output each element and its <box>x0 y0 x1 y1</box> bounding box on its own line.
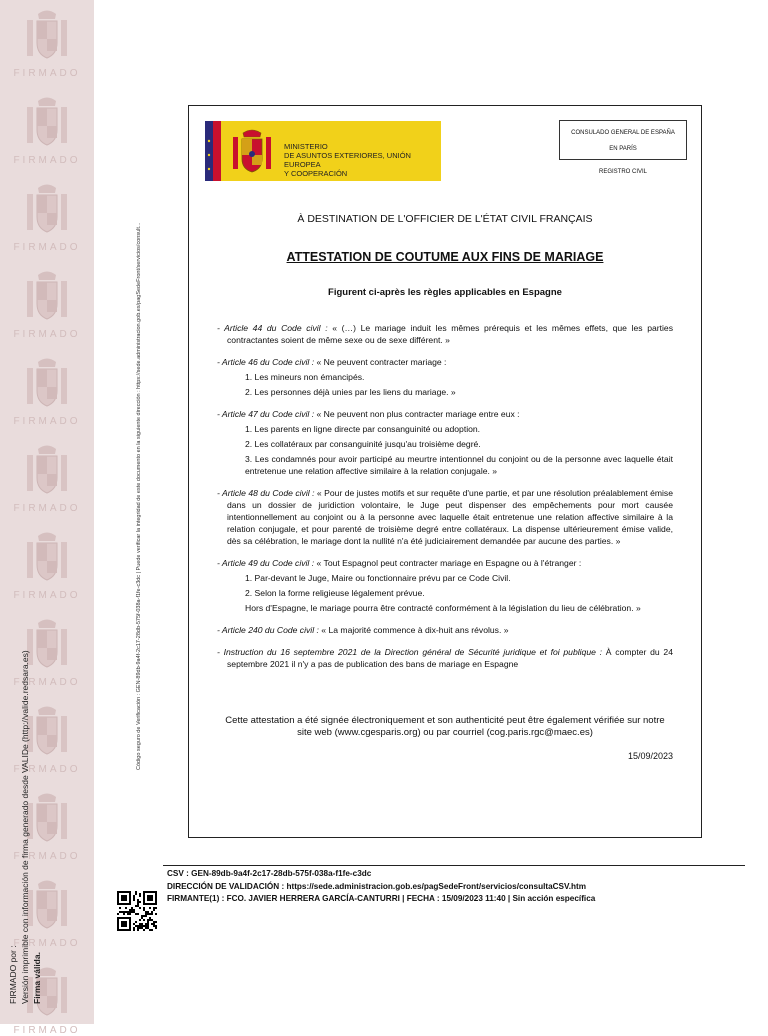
article-text: « (…) Le mariage induit les mêmes prérequis et les mêmes effets, que les parties contractantes soient de même sexe ou de sexe différent. » <box>227 323 673 345</box>
article-text: « Tout Espagnol peut contracter mariage en Espagne ou à l'étranger : <box>314 558 582 568</box>
firmado-por-text: FIRMADO por : <box>8 945 18 1004</box>
watermark-label: FIRMADO <box>13 938 81 949</box>
article-reference: - Article 44 du Code civil : <box>217 323 328 333</box>
watermark-label: FIRMADO <box>13 242 81 253</box>
article-reference: - Article 49 du Code civil : <box>217 558 315 568</box>
watermark-label: FIRMADO <box>13 155 81 166</box>
article-block <box>217 408 673 477</box>
csv-vertical-text: Código seguro de Verificación : GEN-89db-9a4f-2c17-28db-575f-038a-f1fe-c3dc | Puede verificar la integridad de este documento en la siguiente dirección : https://sede.administracion.gob.es/pagSedeFront/servicios/consult... <box>136 222 142 770</box>
article-lead <box>217 646 673 670</box>
watermark-seal <box>0 702 94 775</box>
registro-civil: REGISTRO CIVIL <box>599 169 648 175</box>
watermark-seal <box>0 789 94 862</box>
ministry-name <box>284 142 441 178</box>
article-item: 3. Les condamnés pour avoir participé au meurtre intentionnel du conjoint ou de la personne avec laquelle était entretenue une relation affective similaire à la relation conjugale. » <box>245 454 673 476</box>
watermark-label: FIRMADO <box>13 851 81 862</box>
article-item: 1. Par-devant le Juge, Maire ou fonctionnaire prévu par ce Code Civil. <box>245 573 511 583</box>
watermark-seal <box>0 876 94 949</box>
article-reference: - Article 240 du Code civil : <box>217 625 319 635</box>
article-item: 2. Les collatéraux par consanguinité jusqu'au troisième degré. <box>245 439 481 449</box>
consulado-city: EN PARÍS <box>609 146 637 152</box>
ministry-banner <box>205 121 441 181</box>
article-lead <box>217 356 673 368</box>
coat-of-arms-icon <box>25 354 69 412</box>
article-reference: - Article 48 du Code civil : <box>217 488 315 498</box>
article-lead <box>217 408 673 420</box>
consulado-box <box>559 120 687 160</box>
article-item: 1. Les mineurs non émancipés. <box>245 372 365 382</box>
coat-of-arms-icon <box>25 702 69 760</box>
footer-csv: CSV : GEN-89db-9a4f-2c17-28db-575f-038a-f1fe-c3dc <box>167 869 372 878</box>
consulado-line: CONSULADO GENERAL DE ESPAÑA <box>571 130 675 136</box>
firma-valida-text: Firma válida. <box>32 952 42 1004</box>
eu-flag-bar <box>205 121 213 181</box>
article-block <box>217 356 673 398</box>
coat-of-arms-icon <box>25 528 69 586</box>
watermark-label: FIRMADO <box>13 416 81 427</box>
version-text: Versión imprimible con información de firma generado desde VALIDe (http://valide.redsara.es) <box>20 650 30 1004</box>
coat-of-arms-icon <box>25 180 69 238</box>
articles-list <box>217 322 673 680</box>
article-lead <box>217 557 673 569</box>
qr-code-icon <box>117 891 157 931</box>
watermark-label: FIRMADO <box>13 590 81 601</box>
watermark-label: FIRMADO <box>13 677 81 688</box>
article-reference: - Article 47 du Code civil : <box>217 409 315 419</box>
article-item: Hors d'Espagne, le mariage pourra être contracté conformément à la législation du lieu de célébration. » <box>245 603 641 613</box>
watermark-label: FIRMADO <box>13 503 81 514</box>
ministry-line: MINISTERIO <box>284 142 328 151</box>
article-block <box>217 624 673 636</box>
article-block <box>217 322 673 346</box>
article-reference: - Article 46 du Code civil : <box>217 357 315 367</box>
signature-note: Cette attestation a été signée électroniquement et son authenticité peut être également vérifiée sur notre site web (www.cgesparis.org) ou par courriel (cog.paris.rgc@maec.es) <box>225 715 665 738</box>
watermark-label: FIRMADO <box>13 329 81 340</box>
coat-of-arms-icon <box>25 789 69 847</box>
coat-of-arms-icon <box>25 267 69 325</box>
article-item: 2. Selon la forme religieuse légalement prévue. <box>245 588 425 598</box>
document-date: 15/09/2023 <box>627 751 673 761</box>
footer-divider <box>163 865 745 866</box>
article-text: À compter du 24 septembre 2021 il n'y a pas de publication des bans de mariage en Espagne <box>227 647 673 669</box>
article-item: 2. Les personnes déjà unies par les liens du mariage. » <box>245 387 456 397</box>
ministry-line: DE ASUNTOS EXTERIORES, UNIÓN EUROPEA <box>284 151 411 169</box>
coat-of-arms-icon <box>25 6 69 64</box>
watermark-seal <box>0 93 94 166</box>
coat-of-arms-icon <box>231 127 273 177</box>
watermark-strip <box>0 0 94 1036</box>
article-reference: - Instruction du 16 septembre 2021 de la Direction général de Sécurité juridique et foi publique : <box>217 647 603 657</box>
footer-validation-url[interactable]: DIRECCIÓN DE VALIDACIÓN : https://sede.administracion.gob.es/pagSedeFront/servicios/consultaCSV.htm <box>167 882 586 891</box>
article-lead <box>217 624 673 636</box>
article-lead <box>217 322 673 346</box>
watermark-label: FIRMADO <box>13 68 81 79</box>
watermark-seal <box>0 180 94 253</box>
article-item: 1. Les parents en ligne directe par consanguinité ou adoption. <box>245 424 481 434</box>
coat-of-arms-icon <box>25 441 69 499</box>
watermark-seal <box>0 354 94 427</box>
destination-line: À DESTINATION DE L'OFFICIER DE L'ÉTAT CIVIL FRANÇAIS <box>297 213 593 225</box>
article-text: « La majorité commence à dix-huit ans révolus. » <box>318 625 509 635</box>
watermark-seal <box>0 528 94 601</box>
watermark-seal <box>0 6 94 79</box>
coat-of-arms-icon <box>25 876 69 934</box>
article-text: « Pour de justes motifs et sur requête d'une partie, et par une résolution préalablement émise dans un dossier de juridiction volontaire, le Juge peut dispenser des empêchements pour mort causée intentionnellement au conjoint ou à la personne avec laquelle était entretenue une relation affective similaire à la relation conjugale, et pour parenté de troisième degré entre collatéraux. La dispense ultérieurement émise valide, dès sa célébration, le mariage dont la nullité n'a été judiciairement demandée par aucune des parties. » <box>227 488 673 546</box>
coat-of-arms-icon <box>25 615 69 673</box>
article-text: « Ne peuvent contracter mariage : <box>314 357 447 367</box>
coat-of-arms-icon <box>25 93 69 151</box>
footer-firmante: FIRMANTE(1) : FCO. JAVIER HERRERA GARCÍA-CANTURRI | FECHA : 15/09/2023 11:40 | Sin acción específica <box>167 894 596 903</box>
document-frame <box>188 105 702 838</box>
article-text: « Ne peuvent non plus contracter mariage entre eux : <box>314 409 520 419</box>
watermark-seal <box>0 615 94 688</box>
article-block <box>217 487 673 547</box>
spain-flag-bar <box>213 121 221 181</box>
ministry-line: Y COOPERACIÓN <box>284 169 348 178</box>
watermark-seal <box>0 441 94 514</box>
article-block <box>217 557 673 614</box>
eu-stars-icon <box>205 121 213 181</box>
watermark-label: FIRMADO <box>13 1025 81 1036</box>
article-lead <box>217 487 673 547</box>
article-block <box>217 646 673 670</box>
document-subtitle: Figurent ci-après les règles applicables en Espagne <box>328 287 562 298</box>
watermark-seal <box>0 267 94 340</box>
watermark-label: FIRMADO <box>13 764 81 775</box>
document-title: ATTESTATION DE COUTUME AUX FINS DE MARIAGE <box>286 250 604 264</box>
